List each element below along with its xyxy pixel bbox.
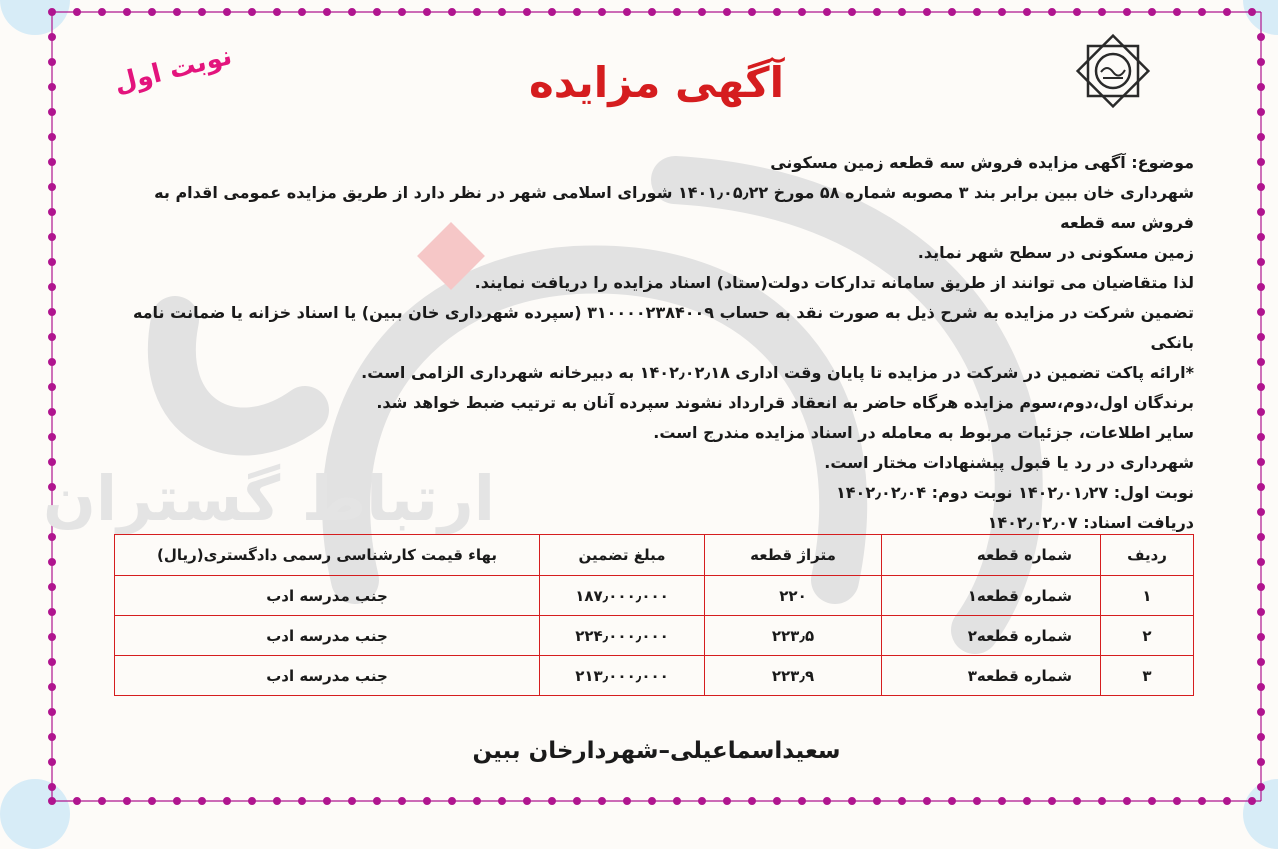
frame-dot [1258,109,1265,116]
frame-dot [49,584,56,591]
frame-dot [599,798,606,805]
frame-dot [74,9,81,16]
frame-dot [49,359,56,366]
frame-dot [49,559,56,566]
frame-dot [1258,559,1265,566]
frame-dot [1258,334,1265,341]
frame-dot [1099,9,1106,16]
watermark-text: ارتباط گستران [43,462,495,535]
frame-dot [224,798,231,805]
frame-dot [49,109,56,116]
frame-dot [749,798,756,805]
frame-dot [524,9,531,16]
frame-dot [49,384,56,391]
frame-dot [49,234,56,241]
frame-dot [49,659,56,666]
frame-dot [1258,609,1265,616]
frame-dot [199,798,206,805]
frame-dot [374,798,381,805]
frame-dot [574,9,581,16]
frame-dot [674,798,681,805]
table-cell: جنب مدرسه ادب [115,656,540,696]
frame-dot [49,209,56,216]
frame-dot [849,798,856,805]
frame-dot [824,9,831,16]
frame-dot [499,798,506,805]
frame-dot [1258,484,1265,491]
table-cell: شماره قطعه۲ [882,616,1101,656]
frame-dot [799,798,806,805]
table-cell: شماره قطعه۱ [882,576,1101,616]
frame-dot [49,684,56,691]
frame-dot [49,34,56,41]
frame-dot [574,798,581,805]
frame-dot [274,9,281,16]
frame-dot [249,9,256,16]
table-header-row [115,535,1194,576]
frame-dot [49,334,56,341]
frame-dot [1258,184,1265,191]
body-line: زمین مسکونی در سطح شهر نماید. [917,243,1194,262]
frame-dot [399,9,406,16]
frame-dot [1224,9,1231,16]
frame-dot [649,798,656,805]
frame-dot [424,9,431,16]
frame-dot [1074,798,1081,805]
frame-dot [1049,798,1056,805]
frame-dot [324,798,331,805]
frame-dot [299,9,306,16]
frame-dot [1124,798,1131,805]
frame-dot [749,9,756,16]
frame-dot [1074,9,1081,16]
frame-dot [1099,798,1106,805]
lots-table [114,534,1194,696]
table-cell: ۱۸۷٫۰۰۰٫۰۰۰ [540,576,705,616]
notice-page [35,0,1278,814]
frame-dot [1258,534,1265,541]
body-line: شهرداری خان ببین برابر بند ۳ مصوبه شماره ۵۸ مورخ ۱۴۰۱٫۰۵٫۲۲ شورای اسلامی شهر در نظر دارد از طریق مزایده عمومی اقدام به فروش سه قطعه [154,183,1194,232]
frame-dot [1024,9,1031,16]
frame-dot [149,798,156,805]
frame-dot [49,798,56,805]
subject-line: موضوع: آگهی مزایده فروش سه قطعه زمین مسکونی [770,153,1194,172]
frame-dot [899,9,906,16]
table-cell: جنب مدرسه ادب [115,616,540,656]
frame-dot [49,309,56,316]
body-line: شهرداری در رد یا قبول پیشنهادات مختار است. [824,453,1194,472]
frame-dot [49,134,56,141]
frame-dot [49,434,56,441]
frame-dot [699,798,706,805]
frame-dot [549,9,556,16]
frame-dot [1249,9,1256,16]
frame-dot [1199,798,1206,805]
frame-dot [824,798,831,805]
frame-dot [49,409,56,416]
frame-dot [1174,798,1181,805]
frame-dot [499,9,506,16]
frame-dot [924,798,931,805]
table-cell: شماره قطعه۳ [882,656,1101,696]
frame-dot [49,784,56,791]
frame-dot [724,9,731,16]
page-title: آگهی مزایده [528,58,784,107]
frame-dot [1149,798,1156,805]
frame-dot [174,798,181,805]
frame-dot [49,259,56,266]
frame-dot [799,9,806,16]
frame-dot [924,9,931,16]
table-cell: ۱ [1101,576,1194,616]
table-cell: ۲۲۴٫۰۰۰٫۰۰۰ [540,616,705,656]
frame-dot [1258,659,1265,666]
frame-dot [1258,509,1265,516]
col-header: متراژ قطعه [705,535,882,576]
frame-dot [1258,359,1265,366]
frame-dot [774,798,781,805]
frame-dot [699,9,706,16]
frame-dot [224,9,231,16]
frame-dot [1049,9,1056,16]
frame-dot [374,9,381,16]
frame-dot [874,798,881,805]
col-header: شماره قطعه [882,535,1101,576]
frame-dot [1258,409,1265,416]
col-header: مبلغ تضمین [540,535,705,576]
frame-dot [624,798,631,805]
frame-dot [449,9,456,16]
frame-dot [1258,459,1265,466]
frame-dot [49,9,56,16]
frame-dot [1174,9,1181,16]
frame-dot [49,159,56,166]
table-cell: جنب مدرسه ادب [115,576,540,616]
table-cell: ۲۱۳٫۰۰۰٫۰۰۰ [540,656,705,696]
dates-line: دریافت اسناد: ۱۴۰۲٫۰۲٫۰۷ [987,513,1194,532]
frame-dot [249,798,256,805]
frame-dot [474,9,481,16]
col-header: بهاء قیمت کارشناسی رسمی دادگستری(ریال) [115,535,540,576]
frame-dot [1024,798,1031,805]
frame-dot [1258,709,1265,716]
frame-dot [674,9,681,16]
frame-dot [399,798,406,805]
body-line: برندگان اول،دوم،سوم مزایده هرگاه حاضر به انعقاد قرارداد نشوند سپرده آنان به ترتیب ضبط خواهد شد. [376,393,1194,412]
frame-dot [74,798,81,805]
table-cell: ۳ [1101,656,1194,696]
frame-dot [1258,284,1265,291]
frame-dot [49,609,56,616]
frame-dot [549,798,556,805]
table-row [115,656,1194,696]
frame-dot [99,9,106,16]
frame-dot [1258,209,1265,216]
frame-dot [1224,798,1231,805]
table-row [115,616,1194,656]
frame-dot [999,9,1006,16]
frame-dot [349,9,356,16]
frame-dot [49,634,56,641]
frame-dot [1258,234,1265,241]
frame-dot [1258,434,1265,441]
frame-dot [149,9,156,16]
dates-line: نوبت اول: ۱۴۰۲٫۰۱٫۲۷ نوبت دوم: ۱۴۰۲٫۰۲٫۰۴ [836,483,1194,502]
frame-dot [299,798,306,805]
frame-dot [974,9,981,16]
table-row [115,576,1194,616]
frame-dot [1124,9,1131,16]
frame-dot [524,798,531,805]
frame-dot [1258,134,1265,141]
frame-dot [1258,384,1265,391]
frame-dot [124,798,131,805]
table-cell: ۲۲۰ [705,576,882,616]
frame-dot [1258,259,1265,266]
frame-dot [1258,634,1265,641]
table-cell: ۲۲۳٫۹ [705,656,882,696]
frame-dot [474,798,481,805]
frame-dot [999,798,1006,805]
frame-dot [174,9,181,16]
frame-dot [949,798,956,805]
frame-dot [49,709,56,716]
frame-dot [1149,9,1156,16]
frame-dot [974,798,981,805]
frame-dot [424,798,431,805]
frame-dot [949,9,956,16]
frame-dot [899,798,906,805]
signature: سعیداسماعیلی–شهردارخان ببین [472,738,841,764]
frame-dot [324,9,331,16]
frame-dot [1258,584,1265,591]
frame-dot [124,9,131,16]
frame-dot [199,9,206,16]
round-label: نوبت اول [111,40,235,100]
frame-dot [274,798,281,805]
frame-dot [774,9,781,16]
table-cell: ۲۲۳٫۵ [705,616,882,656]
frame-dot [1258,159,1265,166]
frame-dot [1258,684,1265,691]
frame-dot [99,798,106,805]
frame-dot [1258,784,1265,791]
frame-dot [349,798,356,805]
frame-dot [724,798,731,805]
frame-dot [624,9,631,16]
frame-dot [449,798,456,805]
body-line: تضمین شرکت در مزایده به شرح ذیل به صورت نقد به حساب ۳۱۰۰۰۰۲۳۸۴۰۰۹ (سپرده شهرداری خان ببین) یا اسناد خزانه یا ضمانت نامه بانکی [132,303,1194,352]
frame-dot [1258,309,1265,316]
body-line: *ارائه پاکت تضمین در شرکت در مزایده تا پایان وقت اداری ۱۴۰۲٫۰۲٫۱۸ به دبیرخانه شهرداری الزامی است. [361,363,1194,382]
col-header: ردیف [1101,535,1194,576]
frame-dot [649,9,656,16]
notice-body [114,148,1194,538]
frame-dot [49,284,56,291]
frame-dot [1199,9,1206,16]
table-cell: ۲ [1101,616,1194,656]
body-line: لذا متقاضیان می توانند از طریق سامانه تدارکات دولت(ستاد) اسناد مزایده را دریافت نمایند. [474,273,1194,292]
frame-dot [1258,34,1265,41]
frame-dot [849,9,856,16]
frame-dot [49,184,56,191]
frame-dot [1249,798,1256,805]
body-line: سایر اطلاعات، جزئیات مربوط به معامله در اسناد مزایده مندرج است. [653,423,1194,442]
frame-dot [599,9,606,16]
frame-dot [874,9,881,16]
